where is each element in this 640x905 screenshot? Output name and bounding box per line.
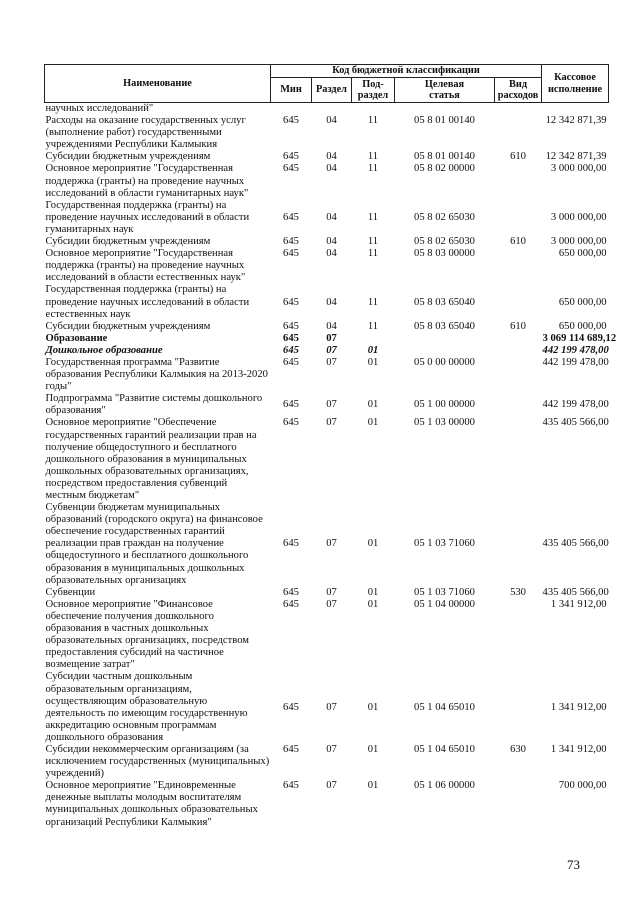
- header-name: Наименование: [45, 65, 271, 103]
- header-podrazdel-text: Под- раздел: [357, 78, 389, 101]
- table-row: [45, 333, 609, 345]
- table-row: [45, 321, 609, 333]
- cell-pod: 01: [367, 417, 379, 429]
- cell-vid: [495, 248, 542, 284]
- cell-vid: [495, 780, 542, 828]
- cell-name: Дошкольное образование: [45, 344, 163, 356]
- cell-sum: 3 000 000,00: [550, 163, 607, 175]
- cell-sum: 442 199 478,00: [542, 344, 609, 356]
- cell-pod: 01: [367, 344, 379, 356]
- cell-min: 645: [283, 538, 299, 550]
- cell-min: 645: [283, 320, 299, 332]
- cell-pod: 01: [367, 743, 379, 755]
- cell-name: Субсидии некоммерческим организациям (за исключением государственных (муниципальных) учреждений): [45, 743, 270, 780]
- cell-vid: 610: [510, 236, 526, 248]
- header-podrazdel: [352, 78, 395, 103]
- cell-name: научных исследований": [45, 103, 154, 114]
- table-row: [45, 103, 609, 116]
- table-row: [45, 200, 609, 236]
- cell-stat: 05 8 03 65040: [414, 296, 475, 308]
- cell-stat: 05 8 02 65030: [414, 211, 475, 223]
- cell-min: 645: [283, 236, 299, 248]
- cell-vid: [495, 599, 542, 672]
- cell-min: 645: [283, 780, 299, 792]
- cell-name: Основное мероприятие "Государственная поддержка (гранты) на проведение научных исследований в области гуманитарных наук": [45, 163, 249, 199]
- table-row: [45, 115, 609, 151]
- cell-sum: 435 405 566,00: [542, 586, 609, 598]
- cell-name: Расходы на оказание государственных услуг (выполнение работ) государственными учреждениями Республики Калмыкия: [45, 115, 246, 151]
- cell-razd: 07: [326, 399, 337, 411]
- cell-sum: 12 342 871,39: [545, 151, 607, 163]
- cell-pod: 01: [367, 701, 379, 713]
- cell-vid: 530: [510, 586, 526, 598]
- cell-name: Субсидии бюджетным учреждениям: [45, 236, 211, 248]
- cell-stat: 05 1 03 00000: [414, 417, 475, 429]
- cell-min: 645: [283, 417, 299, 429]
- cell-min: 645: [283, 115, 299, 127]
- table-row: [45, 151, 609, 163]
- cell-sum: 650 000,00: [558, 248, 607, 260]
- cell-name: Государственная поддержка (гранты) на проведение научных исследований в области естественных наук: [45, 284, 250, 320]
- cell-min: 645: [283, 356, 299, 368]
- cell-min: 645: [283, 743, 299, 755]
- cell-stat: 05 1 06 00000: [414, 780, 475, 792]
- cell-stat: 05 1 04 00000: [414, 598, 475, 610]
- table-row: [45, 599, 609, 672]
- cell-pod: 11: [367, 320, 379, 332]
- cell-pod: 11: [367, 248, 379, 260]
- cell-razd: 07: [326, 598, 337, 610]
- cell-name: Государственная поддержка (гранты) на проведение научных исследований в области гуманитарных наук: [45, 199, 250, 235]
- cell-vid: [495, 163, 542, 199]
- cell-sum: 442 199 478,00: [542, 356, 609, 368]
- cell-razd: 07: [326, 780, 337, 792]
- cell-min: 645: [283, 701, 299, 713]
- cell-name: Основное мероприятие "Единовременные денежные выплаты молодым воспитателям муниципальных дошкольных образовательных организаций Республики Калмыкия": [45, 780, 258, 828]
- cell-sum: 442 199 478,00: [542, 399, 609, 411]
- table-row: [45, 502, 609, 587]
- header-stat: [395, 78, 495, 103]
- header-min: Мин: [271, 78, 312, 103]
- cell-vid: [495, 333, 542, 345]
- cell-sum: 1 341 912,00: [550, 701, 607, 713]
- cell-razd: 04: [326, 248, 337, 260]
- table-row: [45, 345, 609, 357]
- header-stat-text: Целевая статья: [424, 78, 465, 101]
- cell-vid: 630: [510, 743, 526, 755]
- cell-pod: 01: [367, 586, 379, 598]
- cell-name: Основное мероприятие "Обеспечение государственных гарантий реализации прав на получение общедоступного и бесплатного дошкольного образования в муниципальных дошкольных образовательных организациях, посредством предоставления субвенций местным бюджетам": [45, 417, 257, 501]
- cell-sum: 435 405 566,00: [542, 538, 609, 550]
- cell-razd: 07: [326, 356, 337, 368]
- table-body: [45, 103, 617, 829]
- cell-vid: [495, 502, 542, 587]
- cell-name: Субвенции: [45, 586, 96, 598]
- cell-sum: 3 000 000,00: [550, 211, 607, 223]
- cell-razd: 04: [326, 115, 337, 127]
- cell-pod: 11: [367, 211, 379, 223]
- cell-min: [271, 103, 312, 116]
- cell-razd: 07: [326, 332, 337, 344]
- table-row: [45, 163, 609, 199]
- table-row: [45, 236, 609, 248]
- cell-pod: 11: [367, 296, 379, 308]
- cell-vid: [495, 393, 542, 417]
- cell-vid: [495, 345, 542, 357]
- table-row: [45, 780, 609, 828]
- cell-pod: [352, 333, 395, 345]
- table-row: [45, 393, 609, 417]
- cell-pod: 01: [367, 780, 379, 792]
- cell-sum: 700 000,00: [558, 780, 607, 792]
- cell-razd: 04: [326, 163, 337, 175]
- cell-sum: 435 405 566,00: [542, 417, 609, 429]
- cell-razd: 04: [326, 151, 337, 163]
- cell-name: Основное мероприятие "Государственная поддержка (гранты) на проведение научных исследований в области естественных наук": [45, 248, 246, 284]
- cell-razd: 07: [326, 417, 337, 429]
- cell-stat: 05 8 03 65040: [414, 320, 475, 332]
- header-vid-text: Вид расходов: [497, 78, 539, 101]
- cell-vid: [495, 671, 542, 744]
- cell-name: Государственная программа "Развитие образования Республики Калмыкия на 2013-2020 годы": [45, 356, 268, 393]
- cell-pod: 01: [367, 598, 379, 610]
- cell-sum: 3 000 000,00: [550, 236, 607, 248]
- cell-stat: 05 8 02 00000: [414, 163, 475, 175]
- cell-stat: 05 1 00 00000: [414, 399, 475, 411]
- cell-name: Субсидии бюджетным учреждениям: [45, 320, 211, 332]
- cell-pod: 01: [367, 538, 379, 550]
- cell-min: 645: [283, 211, 299, 223]
- cell-vid: 610: [510, 320, 526, 332]
- cell-min: 645: [283, 586, 299, 598]
- table-row: [45, 248, 609, 284]
- cell-sum: 650 000,00: [558, 296, 607, 308]
- cell-pod: 01: [367, 356, 379, 368]
- table-row: [45, 587, 609, 599]
- cell-razd: 04: [326, 296, 337, 308]
- cell-stat: 05 8 01 00140: [414, 151, 475, 163]
- cell-vid: [495, 284, 542, 320]
- cell-pod: 11: [367, 236, 379, 248]
- cell-min: 645: [283, 344, 299, 356]
- cell-razd: 07: [326, 743, 337, 755]
- cell-razd: 07: [326, 344, 337, 356]
- cell-name: Субсидии частным дошкольным образовательным организациям, осуществляющим образовательную деятельность по имеющим государственную аккредитацию основным программам дошкольного образования: [45, 671, 248, 743]
- cell-min: 645: [283, 163, 299, 175]
- cell-razd: 04: [326, 320, 337, 332]
- cell-sum: 1 341 912,00: [550, 743, 607, 755]
- cell-razd: 07: [326, 701, 337, 713]
- table-header: [45, 65, 609, 103]
- cell-min: 645: [283, 399, 299, 411]
- cell-razd: 07: [326, 538, 337, 550]
- header-vid: [495, 78, 542, 103]
- cell-stat: 05 8 03 00000: [414, 248, 475, 260]
- cell-vid: [495, 115, 542, 151]
- cell-name: Основное мероприятие "Финансовое обеспечение получения дошкольного образования в частных дошкольных образовательных организациях, посредством предоставления субсидий на частичное возмещение затрат": [45, 598, 249, 671]
- cell-pod: 11: [367, 151, 379, 163]
- cell-name: Подпрограмма "Развитие системы дошкольного образования": [45, 393, 263, 417]
- cell-name: Субвенции бюджетам муниципальных образований (городского округа) на финансовое обеспечение государственных гарантий реализации прав граждан на получение общедоступного и бесплатного дошкольного образования в муниципальных дошкольных образовательных организациях: [45, 502, 263, 586]
- cell-razd: 07: [326, 586, 337, 598]
- cell-vid: [495, 357, 542, 393]
- cell-sum: 1 341 912,00: [550, 598, 607, 610]
- page-number: 73: [567, 857, 580, 872]
- cell-stat: 05 0 00 00000: [414, 356, 475, 368]
- cell-name: Образование: [45, 332, 108, 344]
- cell-stat: [395, 345, 495, 357]
- cell-razd: 04: [326, 236, 337, 248]
- table-row: [45, 357, 609, 393]
- table-row: [45, 671, 609, 744]
- table-row: [45, 417, 609, 502]
- cell-stat: 05 8 01 00140: [414, 115, 475, 127]
- cell-pod: 11: [367, 163, 379, 175]
- budget-table: [44, 64, 617, 829]
- cell-vid: [495, 417, 542, 502]
- cell-name: Субсидии бюджетным учреждениям: [45, 151, 211, 163]
- table-row: [45, 284, 609, 320]
- header-sum: [542, 65, 609, 103]
- cell-sum: 650 000,00: [558, 320, 607, 332]
- cell-stat: 05 8 02 65030: [414, 236, 475, 248]
- cell-sum: 3 069 114 689,12: [542, 332, 617, 344]
- table-row: [45, 744, 609, 780]
- header-sum-text: Кассовое исполнение: [547, 72, 603, 95]
- cell-stat: [395, 333, 495, 345]
- cell-vid: 610: [510, 151, 526, 163]
- cell-vid: [495, 200, 542, 236]
- cell-razd: [312, 103, 352, 116]
- cell-min: 645: [283, 332, 299, 344]
- cell-stat: 05 1 03 71060: [414, 538, 475, 550]
- header-razdel: Раздел: [312, 78, 352, 103]
- cell-min: 645: [283, 151, 299, 163]
- cell-pod: 01: [367, 399, 379, 411]
- header-code-group: Код бюджетной классификации: [271, 65, 542, 78]
- cell-sum: [542, 103, 609, 116]
- cell-min: 645: [283, 598, 299, 610]
- cell-stat: [395, 103, 495, 116]
- cell-razd: 04: [326, 211, 337, 223]
- cell-stat: 05 1 04 65010: [414, 743, 475, 755]
- cell-stat: 05 1 04 65010: [414, 701, 475, 713]
- cell-sum: 12 342 871,39: [545, 115, 607, 127]
- cell-pod: [352, 103, 395, 116]
- cell-stat: 05 1 03 71060: [414, 586, 475, 598]
- cell-min: 645: [283, 248, 299, 260]
- cell-vid: [495, 103, 542, 116]
- cell-pod: 11: [367, 115, 379, 127]
- cell-min: 645: [283, 296, 299, 308]
